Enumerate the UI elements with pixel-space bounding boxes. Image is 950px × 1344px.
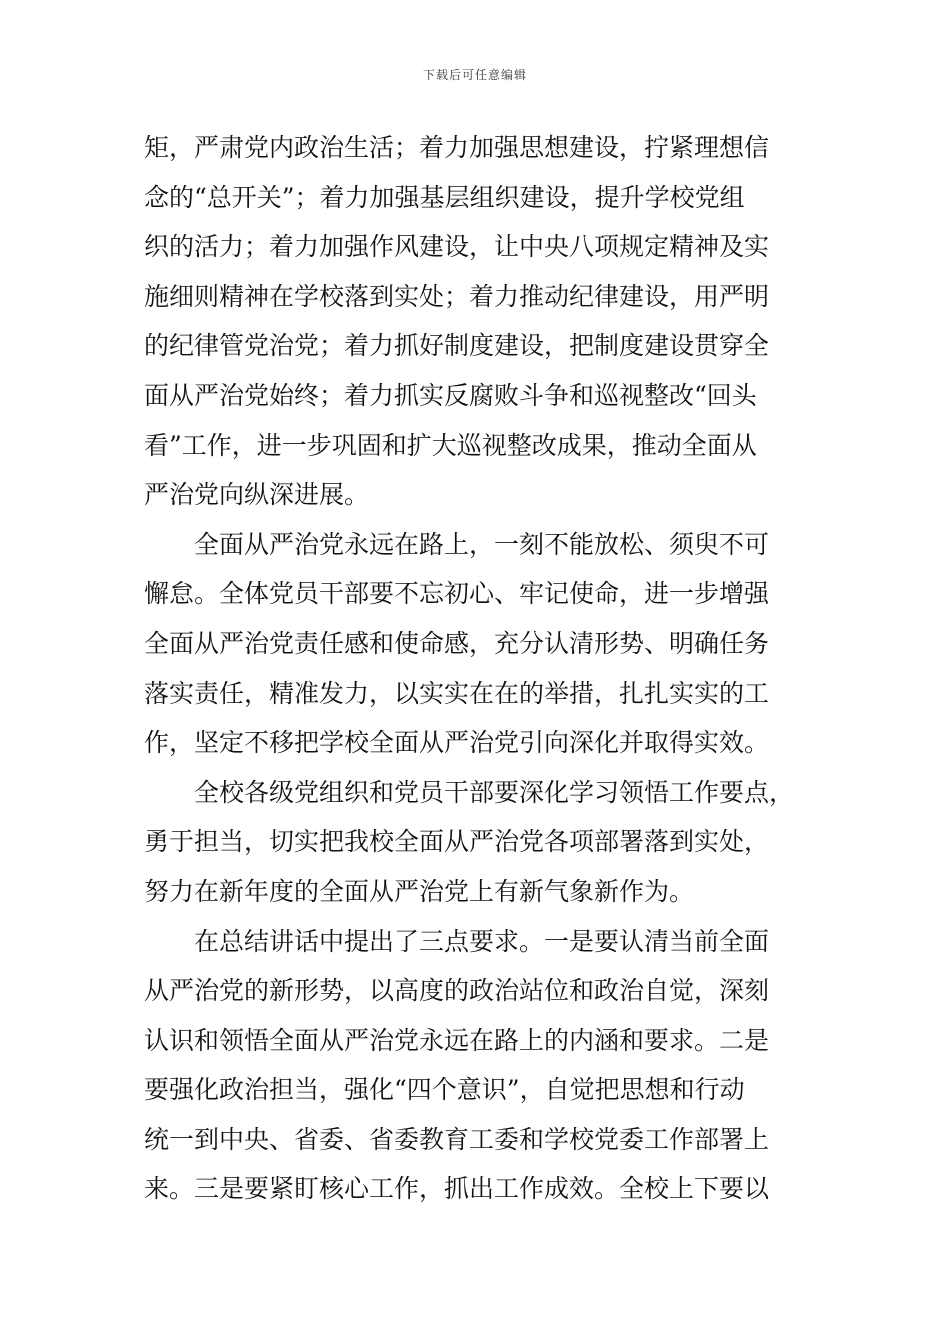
page-header: 下载后可任意编辑 (422, 68, 527, 82)
paragraph-start-line: 全面从严治党永远在路上，一刻不能放松、须臾不可 (194, 529, 770, 559)
text-line: 勇于担当，切实把我校全面从严治党各项部署落到实处， (144, 827, 770, 857)
text-line: 从严治党的新形势，以高度的政治站位和政治自觉，深刻 (144, 976, 770, 1006)
text-line: 看”工作，进一步巩固和扩大巡视整改成果，推动全面从 (144, 430, 757, 460)
text-line: 作，坚定不移把学校全面从严治党引向深化并取得实效。 (144, 728, 770, 758)
text-line: 来。三是要紧盯核心工作，抓出工作成效。全校上下要以 (144, 1174, 770, 1204)
text-line: 落实责任，精准发力，以实实在在的举措，扎扎实实的工 (144, 678, 770, 708)
text-line: 施细则精神在学校落到实处；着力推动纪律建设，用严明 (144, 281, 770, 311)
text-line: 念的“总开关”；着力加强基层组织建设，提升学校党组 (144, 182, 745, 212)
text-line: 懈怠。全体党员干部要不忘初心、牢记使命，进一步增强 (144, 579, 770, 609)
text-line: 统一到中央、省委、省委教育工委和学校党委工作部署上 (144, 1124, 770, 1154)
paragraph-start-line: 在总结讲话中提出了三点要求。一是要认清当前全面 (194, 926, 770, 956)
text-line: 努力在新年度的全面从严治党上有新气象新作为。 (144, 876, 695, 906)
text-line: 要强化政治担当，强化“四个意识”，自觉把思想和行动 (144, 1075, 745, 1105)
text-line: 认识和领悟全面从严治党永远在路上的内涵和要求。二是 (144, 1025, 770, 1055)
text-line: 矩，严肃党内政治生活；着力加强思想建设，拧紧理想信 (144, 133, 770, 162)
document-body (144, 123, 814, 1214)
paragraph-start-line: 全校各级党组织和党员干部要深化学习领悟工作要点， (194, 777, 795, 807)
text-line: 织的活力；着力加强作风建设，让中央八项规定精神及实 (144, 232, 770, 262)
text-line: 的纪律管党治党；着力抓好制度建设，把制度建设贯穿全 (144, 331, 770, 361)
text-line: 严治党向纵深进展。 (144, 480, 370, 510)
text-line: 面从严治党始终；着力抓实反腐败斗争和巡视整改“回头 (144, 380, 757, 410)
text-line: 全面从严治党责任感和使命感，充分认清形势、明确任务 (144, 628, 770, 658)
